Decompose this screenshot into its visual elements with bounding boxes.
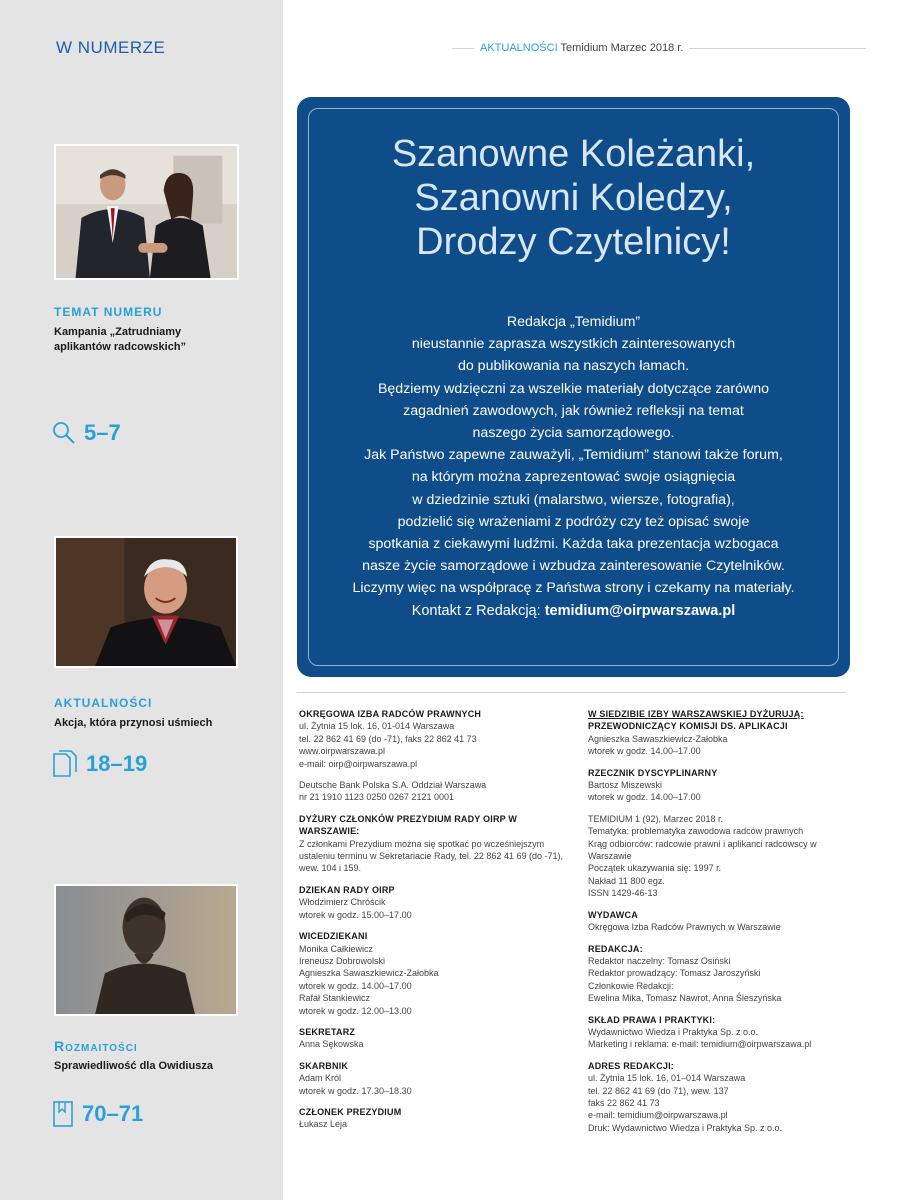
info-heading: DYŻURY CZŁONKÓW PREZYDIUM RADY OIRP W WARSZAWIE: [299,813,518,837]
info-line: Okręgowa Izba Radców Prawnych w Warszawie [588,922,781,933]
info-line: tel. 22 862 41 69 (do 71), wew. 137 [588,1085,729,1096]
info-line: Redaktor prowadzący: Tomasz Jaroszyński [588,968,761,979]
info-line: Druk: Wydawnictwo Wiedza i Praktyka Sp. z o.o. [588,1122,782,1133]
magnifier-icon [52,421,76,445]
info-line: Agnieszka Sawaszkiewicz-Załobka [588,733,728,744]
info-column-left [299,708,564,1140]
info-line: Deutsche Bank Polska S.A. Oddział Warszawa [299,780,487,791]
greeting-line: Drodzy Czytelnicy! [416,221,731,263]
info-line: Ewelina Mika, Tomasz Nawrot, Anna Śleszyńska [588,993,782,1004]
info-block [588,1014,846,1051]
body-line: na którym można zaprezentować swoje osiągnięcia [411,469,736,486]
info-line: Marketing i reklama: e-mail: temidium@oirpwarszawa.pl [588,1039,812,1050]
sidebar-title: W NUMERZE [56,38,166,57]
info-line: Z członkami Prezydium można się spotkać po wcześniejszym ustaleniu terminu w Sekretariacie Rady, tel. 22 862 41 69 (do -71), wew. 104 i 159. [299,838,563,874]
section-desc-rozmaitosci: Sprawiedliwość dla Owidiusza [54,1060,213,1072]
pages-link-temat[interactable] [52,420,121,446]
info-line: ISSN 1429-46-13 [588,888,658,899]
info-block [299,779,564,804]
info-block [299,1060,564,1097]
info-heading: OKRĘGOWA IZBA RADCÓW PRAWNYCH [299,709,482,719]
body-line: naszego życia samorządowego. [472,425,675,442]
sidebar [0,0,283,1200]
pages-link-aktualnosci[interactable] [52,750,147,778]
documents-icon [52,750,78,778]
info-line: tel. 22 862 41 69 (do -71), faks 22 862 41 73 [299,733,477,744]
info-line: Tematyka: problematyka zawodowa radców prawnych [588,826,804,837]
body-line: nasze życie samorządowe i wzbudza zainteresowanie Czytelników. [362,558,785,575]
body-line: w dziedzinie sztuki (malarstwo, wiersze, fotografia), [412,491,735,508]
info-line: Włodzimierz Chróścik [299,897,386,908]
pages-number: 5–7 [84,420,121,445]
section-desc-temat: Kampania „Zatrudniamy aplikantów radcowskich” [54,326,187,353]
info-line: Wydawnictwo Wiedza i Praktyka Sp. z o.o. [588,1026,758,1037]
info-line: Anna Sękowska [299,1039,364,1050]
info-line: Agnieszka Sawaszkiewicz-Załobka [299,968,439,979]
header-rest: Temidium Marzec 2018 r. [560,42,684,54]
info-heading: W SIEDZIBIE IZBY WARSZAWSKIEJ DYŻURUJĄ: [588,709,804,719]
greeting [297,132,850,264]
contact-label: Kontakt z Redakcją: [411,603,541,619]
info-heading: SKŁAD PRAWA I PRAKTYKI: [588,1014,716,1025]
body-line: Jak Państwo zapewne zauważyli, „Temidium” stanowi także forum, [364,447,783,464]
info-block [588,720,846,757]
info-line: wtorek w godz. 14.00–17.00 [588,746,701,757]
photo-handshake [54,144,239,280]
info-heading: WYDAWCA [588,909,638,920]
info-heading: CZŁONEK PREZYDIUM [299,1106,402,1117]
body-line: do publikowania na naszych łamach. [457,358,690,375]
body-line: zagadnień zawodowych, jak również refleksji na temat [403,402,744,419]
running-header [474,42,689,54]
info-heading: RZECZNIK DYSCYPLINARNY [588,767,718,778]
section-desc-aktualnosci: Akcja, która przynosi uśmiech [54,717,213,729]
editorial-box [297,97,850,677]
info-line: ul. Żytnia 15 lok. 16, 01-014 Warszawa [299,721,455,732]
info-block [588,813,846,900]
info-heading: SEKRETARZ [299,1026,356,1037]
info-line: Adam Król [299,1073,342,1084]
info-block [299,708,564,770]
info-line: Początek ukazywania się: 1997 r. [588,863,722,874]
section-label-rozmaitosci: Rozmaitości [54,1038,138,1054]
info-block [299,930,564,1017]
info-line: Nakład 11 800 egz. [588,875,665,886]
pages-link-rozmaitosci[interactable] [52,1100,143,1128]
info-line: wtorek w godz. 14.00–17.00 [299,980,412,991]
info-line: e-mail: temidium@oirpwarszawa.pl [588,1110,728,1121]
info-column-right [588,708,846,1143]
info-heading: ADRES REDAKCJI: [588,1060,675,1071]
pages-number: 70–71 [82,1101,144,1126]
info-line: e-mail: oirp@oirpwarszawa.pl [299,758,418,769]
info-heading: REDAKCJA: [588,943,643,954]
body-line: spotkania z ciekawymi ludźmi. Każda taka prezentacja wzbogaca [368,536,779,553]
info-block [588,1060,846,1134]
info-block [588,767,846,804]
info-block [299,1026,564,1051]
info-line: wtorek w godz. 17.30–18.30 [299,1085,412,1096]
info-line: Redaktor naczelny: Tomasz Osiński [588,955,731,966]
info-block [299,884,564,921]
info-line: TEMIDIUM 1 (92), Marzec 2018 r. [588,813,724,824]
contact-email-link[interactable]: temidium@oirpwarszawa.pl [544,603,736,619]
info-line: wtorek w godz. 12.00–13.00 [299,1005,412,1016]
info-heading: DZIEKAN RADY OIRP [299,884,395,895]
info-block [299,813,564,875]
info-block [588,943,846,1005]
header-section: AKTUALNOŚCI [480,42,558,54]
section-divider [297,692,846,693]
contact-line [297,603,850,619]
info-line: Ireneusz Dobrowolski [299,955,386,966]
info-line: wtorek w godz. 14.00–17.00 [588,792,701,803]
greeting-line: Szanowne Koleżanki, [391,133,756,175]
book-icon [52,1100,74,1128]
info-line: ul. Żytnia 15 lok. 16, 01–014 Warszawa [588,1073,746,1084]
info-heading: PRZEWODNICZĄCY KOMISJI DS. APLIKACJI [588,721,788,732]
info-heading: WICEDZIEKANI [299,931,368,942]
info-block [588,708,846,720]
info-line: wtorek w godz. 15.00–17.00 [299,909,412,920]
section-label-temat: TEMAT NUMERU [54,305,163,319]
info-line: nr 21 1910 1123 0250 0267 2121 0001 [299,792,454,803]
editorial-body [317,311,830,600]
body-line: podzielić się wrażeniami z podróży czy też opisać swoje [397,513,750,530]
info-line: Monika Całkiewicz [299,943,374,954]
info-line: Członkowie Redakcji: [588,980,674,991]
photo-smiling-man [54,536,238,668]
pages-number: 18–19 [86,751,148,776]
greeting-line: Szanowni Koledzy, [414,177,733,219]
info-line: Rafał Stankiewicz [299,993,371,1004]
info-line: Krąg odbiorców: radcowie prawni i aplikanci radcowscy w Warszawie [588,838,817,862]
info-line: www.oirpwarszawa.pl [299,746,386,757]
info-block [588,909,846,934]
info-heading: SKARBNIK [299,1060,349,1071]
body-line: Redakcja „Temidium” [506,314,641,330]
body-line: Będziemy wdzięczni za wszelkie materiały dotyczące zarówno [377,380,770,397]
info-line: faks 22 862 41 73 [588,1097,660,1108]
info-block [299,1106,564,1131]
info-line: Łukasz Leja [299,1119,348,1130]
info-line: Bartosz Miszewski [588,780,663,791]
body-line: nieustannie zaprasza wszystkich zainteresowanych [411,336,736,353]
body-line: Liczymy więc na współpracę z Państwa strony i czekamy na materiały. [352,580,795,597]
photo-statue [54,884,238,1016]
section-label-aktualnosci: AKTUALNOŚCI [54,696,153,710]
